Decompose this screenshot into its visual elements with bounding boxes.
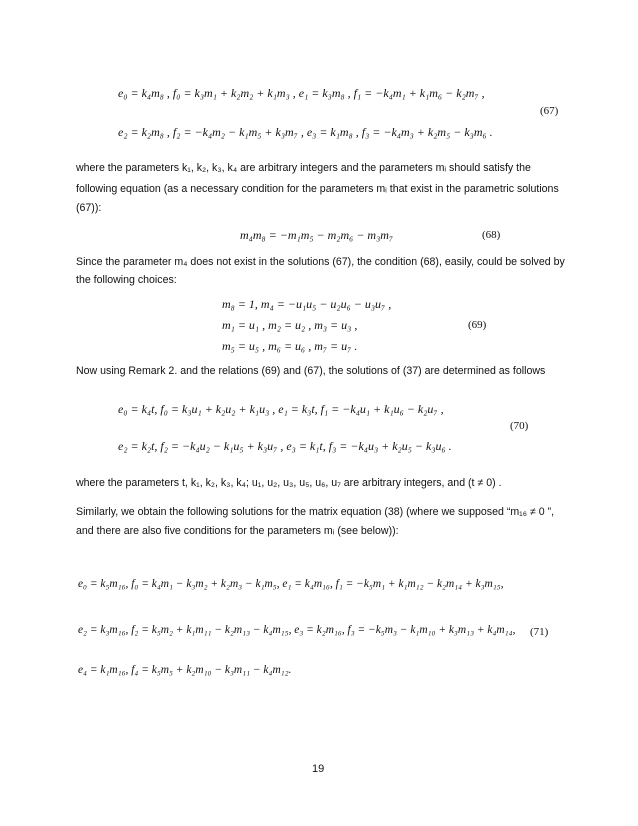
- paragraph-4-line-1: where the parameters t, k₁, k₂, k₃, k₄; u₁, u₂, u₃, u₅, u₆, u₇ are arbitrary integers, and (t ≠ 0) .: [76, 477, 502, 489]
- page-number: 19: [312, 763, 325, 775]
- equation-70-line-1: e₀ = k₄t, f₀ = k₃u₁ + k₂u₂ + k₁u₃ , e₁ = k₃t, f₁ = −k₄u₁ + k₁u₆ − k₂u₇ ,: [118, 402, 444, 416]
- paragraph-5-line-1: Similarly, we obtain the following solutions for the matrix equation (38) (where we supposed “m₁₆ ≠ 0 ”,: [76, 506, 555, 518]
- paragraph-3-line-1: Now using Remark 2. and the relations (69) and (67), the solutions of (37) are determined as follows: [76, 365, 546, 377]
- paragraph-2-line-1: Since the parameter m₄ does not exist in the solutions (67), the condition (68), easily, could be solved by: [76, 256, 565, 268]
- equation-number-71: (71): [530, 626, 549, 638]
- equation-number-67: (67): [540, 105, 559, 117]
- equation-67-line-2: e₂ = k₂m₈ , f₂ = −k₄m₂ − k₁m₅ + k₃m₇ , e₃ = k₁m₈ , f₃ = −k₄m₃ + k₂m₅ − k₃m₆ .: [118, 125, 493, 139]
- equation-68: m₄m₈ = −m₁m₅ − m₂m₆ − m₃m₇: [240, 228, 394, 242]
- equation-69-line-1: m₈ = 1, m₄ = −u₁u₅ − u₂u₆ − u₃u₇ ,: [222, 297, 392, 311]
- equation-67-line-1: e₀ = k₄m₈ , f₀ = k₃m₁ + k₂m₂ + k₁m₃ , e₁ = k₃m₈ , f₁ = −k₄m₁ + k₁m₆ − k₂m₇ ,: [118, 86, 485, 100]
- paragraph-1-line-1: where the parameters k₁, k₂, k₃, k₄ are arbitrary integers and the parameters mᵢ should satisfy the: [76, 162, 531, 174]
- paragraph-5-line-2: and there are also five conditions for the parameters mᵢ (see below)):: [76, 525, 399, 537]
- equation-71-line-2: e₂ = k₃m₁₆, f₂ = k₅m₂ + k₁m₁₁ − k₂m₁₃ − k₄m₁₅, e₃ = k₂m₁₆, f₃ = −k₅m₃ − k₁m₁₀ + k₃m₁₃ + k₄m₁₄,: [78, 624, 516, 636]
- paragraph-1-line-2: following equation (as a necessary condition for the parameters mᵢ that exist in the parametric solutions: [76, 183, 559, 195]
- equation-69-line-3: m₅ = u₅ , m₆ = u₆ , m₇ = u₇ .: [222, 339, 358, 353]
- equation-number-69: (69): [468, 319, 487, 331]
- paragraph-2-line-2: the following choices:: [76, 274, 177, 286]
- paragraph-1-line-3: (67)):: [76, 202, 102, 214]
- equation-70-line-2: e₂ = k₂t, f₂ = −k₄u₂ − k₁u₅ + k₃u₇ , e₃ = k₁t, f₃ = −k₄u₃ + k₂u₅ − k₃u₆ .: [118, 439, 452, 453]
- equation-number-68: (68): [482, 229, 501, 241]
- equation-69-line-2: m₁ = u₁ , m₂ = u₂ , m₃ = u₃ ,: [222, 318, 358, 332]
- equation-number-70: (70): [510, 420, 529, 432]
- equation-71-line-1: e₀ = k₅m₁₆, f₀ = k₄m₁ − k₃m₂ + k₂m₃ − k₁m₅, e₁ = k₄m₁₆, f₁ = −k₅m₁ + k₁m₁₂ − k₂m₁₄ + k₃m₁₅,: [78, 578, 504, 590]
- equation-71-line-3: e₄ = k₁m₁₆, f₄ = k₅m₅ + k₂m₁₀ − k₃m₁₁ − k₄m₁₂.: [78, 664, 292, 676]
